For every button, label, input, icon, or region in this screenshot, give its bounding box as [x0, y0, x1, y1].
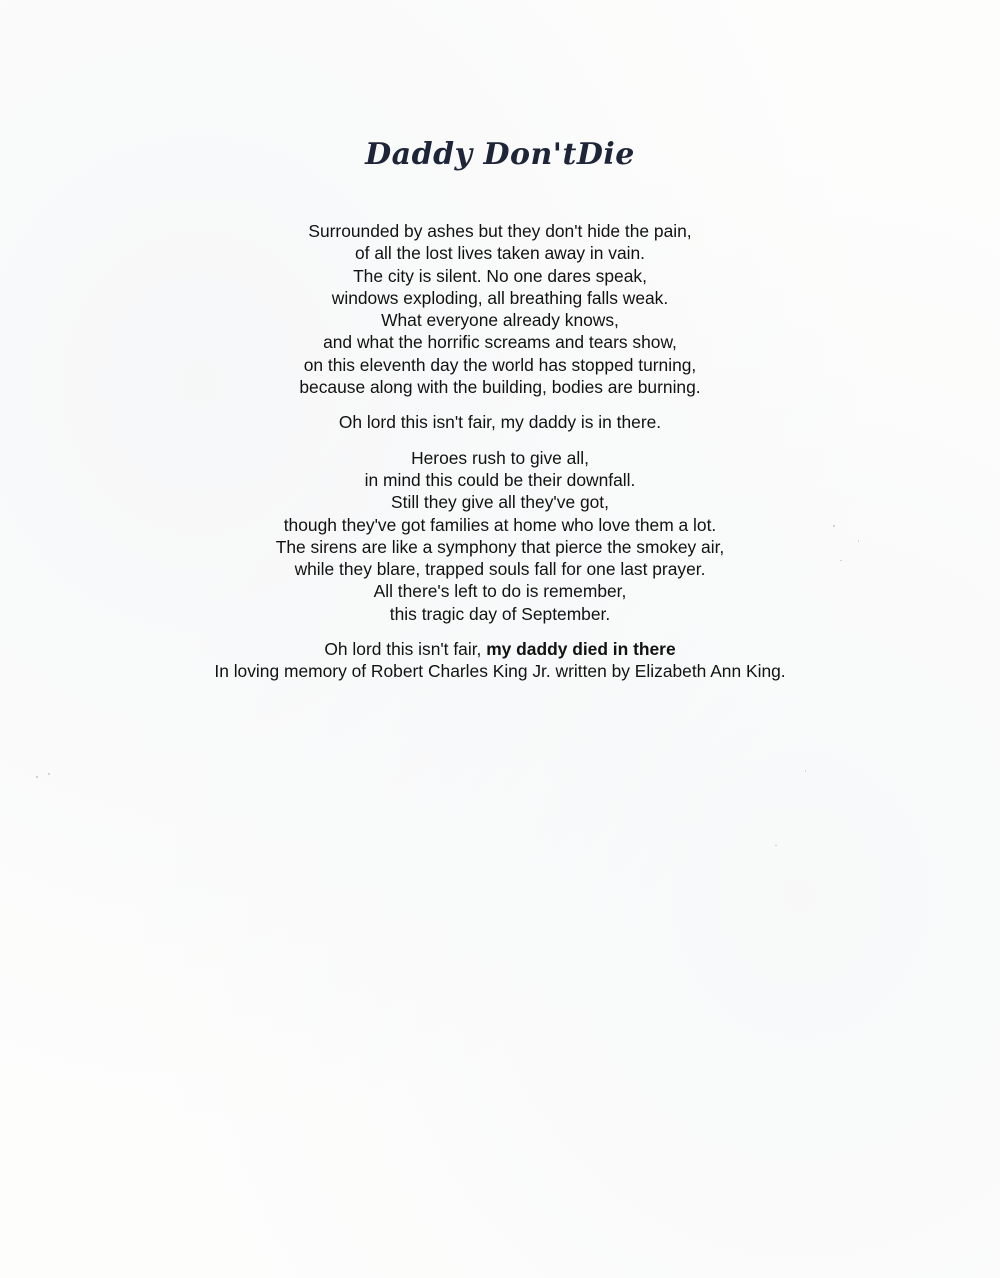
refrain-line-2	[0, 638, 1000, 660]
poem-line: windows exploding, all breathing falls weak.	[331, 287, 669, 308]
scan-speck	[805, 770, 806, 772]
dedication-line: In loving memory of Robert Charles King Jr. written by Elizabeth Ann King.	[214, 661, 786, 682]
poem-line: on this eleventh day the world has stopped turning,	[303, 354, 697, 375]
refrain-bold-text: my daddy died in there	[486, 639, 676, 660]
closing	[0, 638, 1000, 683]
poem-line: and what the horrific screams and tears show,	[323, 332, 677, 353]
poem-title: Daddy Don'tDie	[365, 137, 635, 172]
poem-line: though they've got families at home who love them a lot.	[283, 514, 717, 535]
poem-line: Heroes rush to give all,	[411, 447, 589, 468]
poem-line: this tragic day of September.	[389, 603, 611, 624]
stanza-1	[0, 220, 1000, 398]
scan-speck	[775, 845, 777, 846]
poem-line: while they blare, trapped souls fall for one last prayer.	[294, 559, 706, 580]
refrain-1	[0, 411, 1000, 433]
scan-speck	[858, 540, 859, 542]
refrain-line: Oh lord this isn't fair, my daddy is in there.	[338, 412, 662, 433]
scan-speck	[36, 776, 38, 778]
poem-body	[0, 220, 1000, 683]
poem-line: of all the lost lives taken away in vain.	[355, 243, 645, 264]
poem-line: Still they give all they've got,	[391, 492, 609, 513]
scan-speck	[840, 560, 842, 561]
refrain-prefix: Oh lord this isn't fair,	[324, 639, 487, 660]
poem-line: in mind this could be their downfall.	[364, 469, 636, 490]
poem-line: All there's left to do is remember,	[373, 581, 627, 602]
poem-line: The sirens are like a symphony that pierce the smokey air,	[275, 536, 725, 557]
scan-speck	[833, 525, 835, 527]
poem-line: because along with the building, bodies are burning.	[299, 377, 701, 398]
stanza-2	[0, 447, 1000, 625]
poem-line: What everyone already knows,	[381, 310, 619, 331]
poem-line: The city is silent. No one dares speak,	[353, 265, 647, 286]
scan-speck	[48, 773, 50, 775]
poem-line: Surrounded by ashes but they don't hide the pain,	[308, 221, 692, 241]
